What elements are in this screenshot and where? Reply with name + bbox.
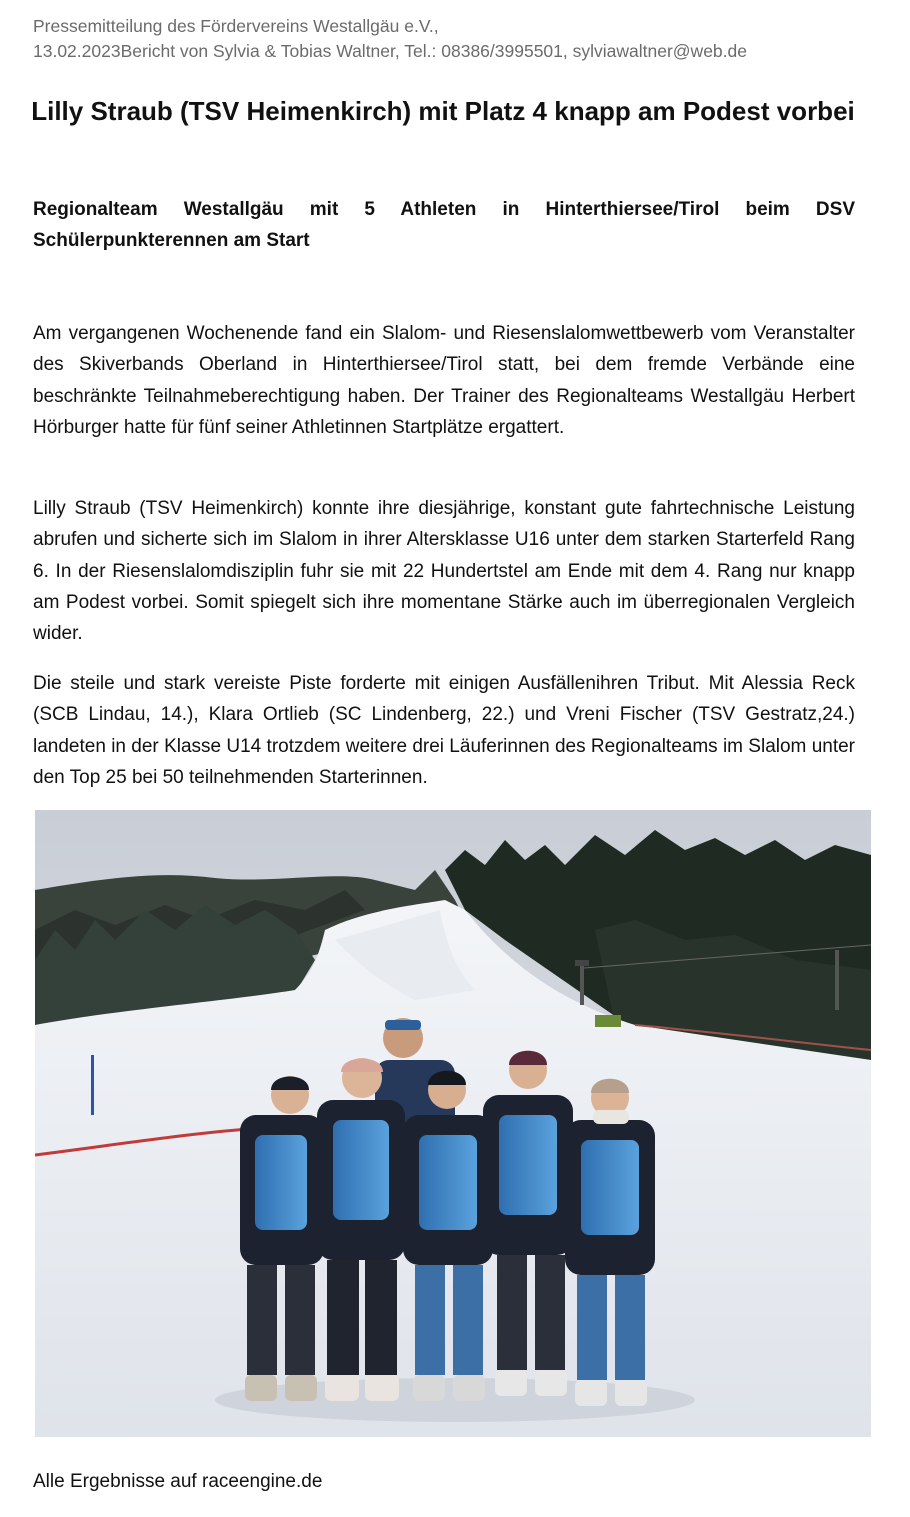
article-subtitle: Regionalteam Westallgäu mit 5 Athleten in Hinterthiersee/Tirol beim DSV Schülerpunkterennen am Start xyxy=(33,199,855,251)
paragraph-intro: Am vergangenen Wochenende fand ein Slalom- und Riesenslalomwettbewerb vom Veranstalter des Skiverbands Oberland in Hinterthiersee/Tirol statt, bei dem fremde Verbände eine beschränkte Teilnahmeberechtigung haben. Der Trainer des Regionalteams Westallgäu Herbert Hörburger hatte für fünf seiner Athletinnen Startplätze ergattert. xyxy=(33,323,855,438)
document-header xyxy=(33,14,893,64)
paragraph-lilly-straub: Lilly Straub (TSV Heimenkirch) konnte ihre diesjährige, konstant gute fahrtechnische Leistung abrufen und sicherte sich im Slalom in ihrer Altersklasse U16 unter dem starken Starterfeld Rang 6. In der Riesenslalomdisziplin fuhr sie mit 22 Hundertstel am Ende mit dem 4. Rang nur knapp am Podest vorbei. Somit spiegelt sich ihre momentane Stärke auch im überregionalen Vergleich wider. xyxy=(33,498,855,645)
header-line-1: Pressemitteilung des Fördervereins Westallgäu e.V., xyxy=(33,16,439,36)
article-title: Lilly Straub (TSV Heimenkirch) mit Platz 4 knapp am Podest vorbei xyxy=(31,96,855,126)
team-photo xyxy=(35,810,871,1437)
results-link-text: Alle Ergebnisse auf raceengine.de xyxy=(33,1471,323,1492)
header-line-2: 13.02.2023Bericht von Sylvia & Tobias Waltner, Tel.: 08386/3995501, sylviawaltner@web.de xyxy=(33,41,747,61)
paragraph-results: Die steile und stark vereiste Piste forderte mit einigen Ausfällenihren Tribut. Mit Alessia Reck (SCB Lindau, 14.), Klara Ortlieb (SC Lindenberg, 22.) und Vreni Fischer (TSV Gestratz,24.) landeten in der Klasse U14 trotzdem weitere drei Läuferinnen des Regionalteams im Slalom unter den Top 25 bei 50 teilnehmenden Starterinnen. xyxy=(33,673,855,788)
